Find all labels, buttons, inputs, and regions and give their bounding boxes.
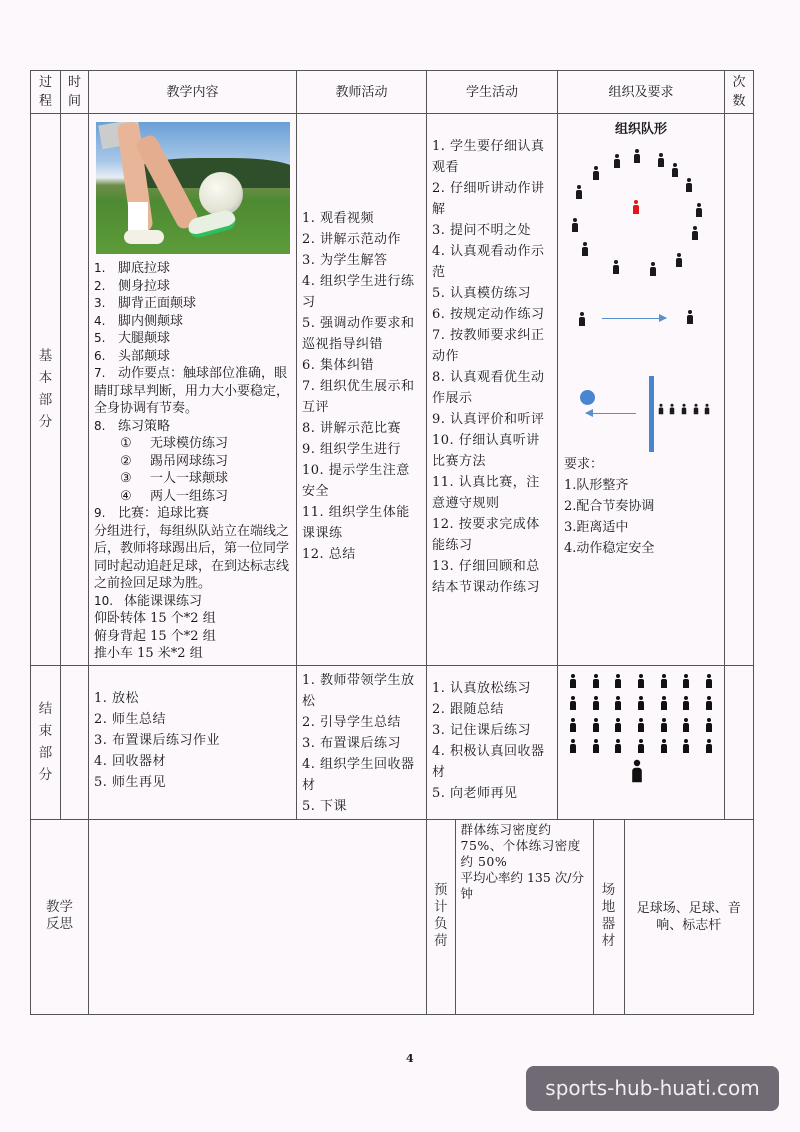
student-item: 13. 仔细回顾和总结本节课动作练习 (432, 559, 541, 595)
student-item: 7. 按教师要求纠正动作 (432, 328, 545, 364)
teacher-icon (632, 759, 642, 781)
arrow-left-icon (586, 413, 636, 414)
teacher-item: 6. 集体纠错 (302, 358, 375, 373)
content-item: 2. 师生总结 (94, 711, 167, 727)
basic-count-cell (725, 114, 754, 666)
student-icon (661, 696, 667, 710)
student-item: 2. 仔细听讲动作讲解 (432, 181, 545, 217)
student-icon (570, 739, 576, 753)
student-item: 1. 学生要仔细认真观看 (432, 139, 545, 175)
content-item: 7. 动作要点：触球部位准确，眼睛盯球早判断，用力大小要稳定，全身协调有节奏。 (94, 366, 290, 416)
header-student: 学生活动 (427, 71, 558, 114)
teacher-item: 5. 下课 (302, 798, 348, 814)
closing-formation-diagram (558, 666, 724, 806)
basic-section-row (31, 114, 754, 666)
teacher-item: 9. 组织学生进行 (302, 442, 402, 457)
strategy-item: ④ 两人一组练习 (120, 488, 229, 504)
student-icon (579, 312, 585, 326)
student-item: 8. 认真观看优生动作展示 (432, 370, 545, 406)
equipment-label: 场地器材 (593, 820, 624, 1014)
content-item: 5. 大腿颠球 (94, 331, 171, 346)
basic-section-time (61, 114, 89, 666)
student-icon (683, 739, 689, 753)
student-icon (638, 696, 644, 710)
content-item: 6. 头部颠球 (94, 348, 171, 364)
student-icon (694, 404, 699, 415)
end-section-row (31, 665, 754, 819)
end-teacher-cell (297, 665, 427, 819)
student-icon (615, 739, 621, 753)
student-icon (682, 404, 687, 415)
student-icon (706, 739, 712, 753)
teacher-item: 5. 强调动作要求和巡视指导纠错 (302, 316, 415, 352)
student-icon (661, 674, 667, 688)
basic-student-cell (427, 114, 558, 666)
student-icon (615, 696, 621, 710)
student-icon (576, 185, 582, 199)
basic-content-cell (89, 114, 297, 666)
header-organization: 组织及要求 (558, 71, 725, 114)
basic-organization-cell (558, 114, 725, 666)
student-item: 11. 认真比赛，注意遵守规则 (432, 475, 540, 511)
student-icon (650, 262, 656, 276)
student-icon (593, 166, 599, 180)
student-icon (593, 696, 599, 710)
student-icon (634, 149, 640, 163)
strategy-item: ③ 一人一球颠球 (120, 471, 229, 486)
teacher-item: 4. 组织学生进行练习 (302, 274, 415, 310)
teacher-item: 1. 观看视频 (302, 211, 375, 226)
teacher-item: 3. 布置课后练习 (302, 735, 402, 751)
student-icon (615, 674, 621, 688)
formation-diagram (558, 118, 724, 658)
student-item: 3. 提问不明之处 (432, 223, 532, 238)
end-section-label: 结束部分 (31, 665, 61, 819)
student-icon (672, 163, 678, 177)
teacher-item: 12. 总结 (302, 547, 356, 562)
student-item: 1. 认真放松练习 (432, 680, 532, 696)
student-item: 4. 认真观看动作示范 (432, 244, 545, 280)
teacher-item: 8. 讲解示范比赛 (302, 421, 402, 436)
student-icon (659, 404, 664, 415)
header-content: 教学内容 (89, 71, 297, 114)
teacher-icon (633, 200, 639, 214)
content-item: 5. 师生再见 (94, 774, 167, 790)
content-item: 1. 放松 (94, 690, 140, 706)
student-icon (570, 674, 576, 688)
student-item: 12. 按要求完成体能练习 (432, 517, 540, 553)
student-icon (593, 718, 599, 732)
teacher-item: 11. 组织学生体能课课练 (302, 505, 410, 541)
strategy-item: ① 无球模仿练习 (120, 436, 229, 451)
student-item: 9. 认真评价和听评 (432, 412, 545, 427)
basic-teacher-cell (297, 114, 427, 666)
student-icon (683, 696, 689, 710)
teacher-item: 10. 提示学生注意安全 (302, 463, 410, 499)
student-icon (615, 718, 621, 732)
header-time: 时间 (61, 71, 89, 114)
content-item: 8. 练习策略 (94, 418, 171, 434)
lesson-plan-table (30, 70, 754, 1015)
requirement-item: 1.队形整齐 (564, 478, 629, 493)
student-item: 3. 记住课后练习 (432, 722, 532, 738)
student-icon (638, 739, 644, 753)
student-icon (661, 718, 667, 732)
requirements: 要求： 1.队形整齐 2.配合节奏协调 3.距离适中 4.动作稳定安全 (564, 454, 654, 559)
student-icon (676, 253, 682, 267)
student-item: 5. 认真模仿练习 (432, 286, 532, 301)
end-count-cell (725, 665, 754, 819)
requirement-item: 2.配合节奏协调 (564, 499, 655, 514)
content-list (94, 260, 292, 663)
reflection-label: 教学反思 (31, 819, 89, 1014)
load-text: 群体练习密度约75%、个体练习密度约 50% 平均心率约 135 次/分钟 (455, 820, 593, 1014)
requirement-item: 3.距离适中 (564, 520, 629, 535)
end-content-cell (89, 665, 297, 819)
student-item: 6. 按规定动作练习 (432, 307, 545, 322)
student-icon (658, 153, 664, 167)
teacher-item: 1. 教师带领学生放松 (302, 672, 415, 709)
end-student-cell (427, 665, 558, 819)
student-icon (570, 696, 576, 710)
header-row (31, 71, 754, 114)
basic-section-label: 基本部分 (31, 114, 61, 666)
arrow-right-icon (602, 318, 666, 319)
student-icon (683, 674, 689, 688)
student-icon (692, 226, 698, 240)
student-icon (572, 218, 578, 232)
student-icon (706, 718, 712, 732)
student-activity-list (432, 136, 553, 598)
fitness-item: 俯身背起 15 个*2 组 (94, 628, 216, 644)
student-icon (638, 718, 644, 732)
student-icon (683, 718, 689, 732)
header-teacher: 教师活动 (297, 71, 427, 114)
content-item: 4. 回收器材 (94, 753, 167, 769)
student-item: 2. 跟随总结 (432, 701, 505, 717)
student-icon (614, 154, 620, 168)
load-equipment-cell (427, 819, 754, 1014)
header-process: 过程 (31, 71, 61, 114)
student-icon (706, 696, 712, 710)
game-description: 分组进行，每组纵队站立在端线之后，教师将球踢出后，第一位同学同时起动追赶足球，在到达标志线之前捡回足球为胜。 (94, 523, 290, 591)
strategy-item: ② 踢吊网球练习 (120, 453, 229, 469)
soccer-ball-icon (199, 172, 243, 216)
soccer-photo (96, 122, 290, 254)
teacher-activity-list (302, 208, 422, 565)
student-item: 5. 向老师再见 (432, 785, 518, 801)
watermark: sports-hub-huati.com (526, 1066, 779, 1111)
content-item: 1. 脚底拉球 (94, 261, 171, 276)
student-icon (593, 739, 599, 753)
fitness-item: 推小车 15 米*2 组 (94, 646, 203, 661)
teacher-item: 2. 引导学生总结 (302, 714, 402, 730)
teacher-item: 2. 讲解示范动作 (302, 232, 402, 247)
page-number: 4 (406, 1052, 414, 1065)
student-icon (686, 178, 692, 192)
teacher-item: 7. 组织优生展示和互评 (302, 379, 415, 415)
reflection-row (31, 819, 754, 1014)
teacher-item: 4. 组织学生回收器材 (302, 756, 415, 793)
student-icon (705, 404, 710, 415)
student-item: 10. 仔细认真听讲比赛方法 (432, 433, 540, 469)
fitness-title: 10. 体能课课练习 (94, 593, 203, 609)
student-icon (706, 674, 712, 688)
student-icon (696, 203, 702, 217)
student-item: 4. 积极认真回收器材 (432, 743, 545, 780)
marker-line-icon (649, 376, 654, 452)
teacher-item: 3. 为学生解答 (302, 253, 388, 268)
student-icon (661, 739, 667, 753)
student-icon (670, 404, 675, 415)
student-icon (570, 718, 576, 732)
student-icon (687, 310, 693, 324)
content-item: 3. 脚背正面颠球 (94, 296, 197, 311)
reflection-content-cell (89, 819, 427, 1014)
student-icon (613, 260, 619, 274)
game-title: 9. 比赛：追球比赛 (94, 506, 210, 521)
content-item: 4. 脚内侧颠球 (94, 313, 184, 329)
ball-icon (580, 390, 595, 405)
content-item: 3. 布置课后练习作业 (94, 732, 221, 748)
student-icon (638, 674, 644, 688)
content-item: 2. 侧身拉球 (94, 278, 171, 294)
equipment-text: 足球场、足球、音响、标志杆 (636, 900, 741, 933)
formation-title: 组织队形 (614, 122, 667, 137)
requirement-item: 4.动作稳定安全 (564, 541, 655, 556)
student-icon (593, 674, 599, 688)
student-icon (582, 242, 588, 256)
end-organization-cell (558, 665, 725, 819)
load-label: 预计负荷 (427, 820, 455, 1014)
fitness-item: 仰卧转体 15 个*2 组 (94, 611, 216, 626)
end-section-time (61, 665, 89, 819)
header-count: 次数 (725, 71, 754, 114)
